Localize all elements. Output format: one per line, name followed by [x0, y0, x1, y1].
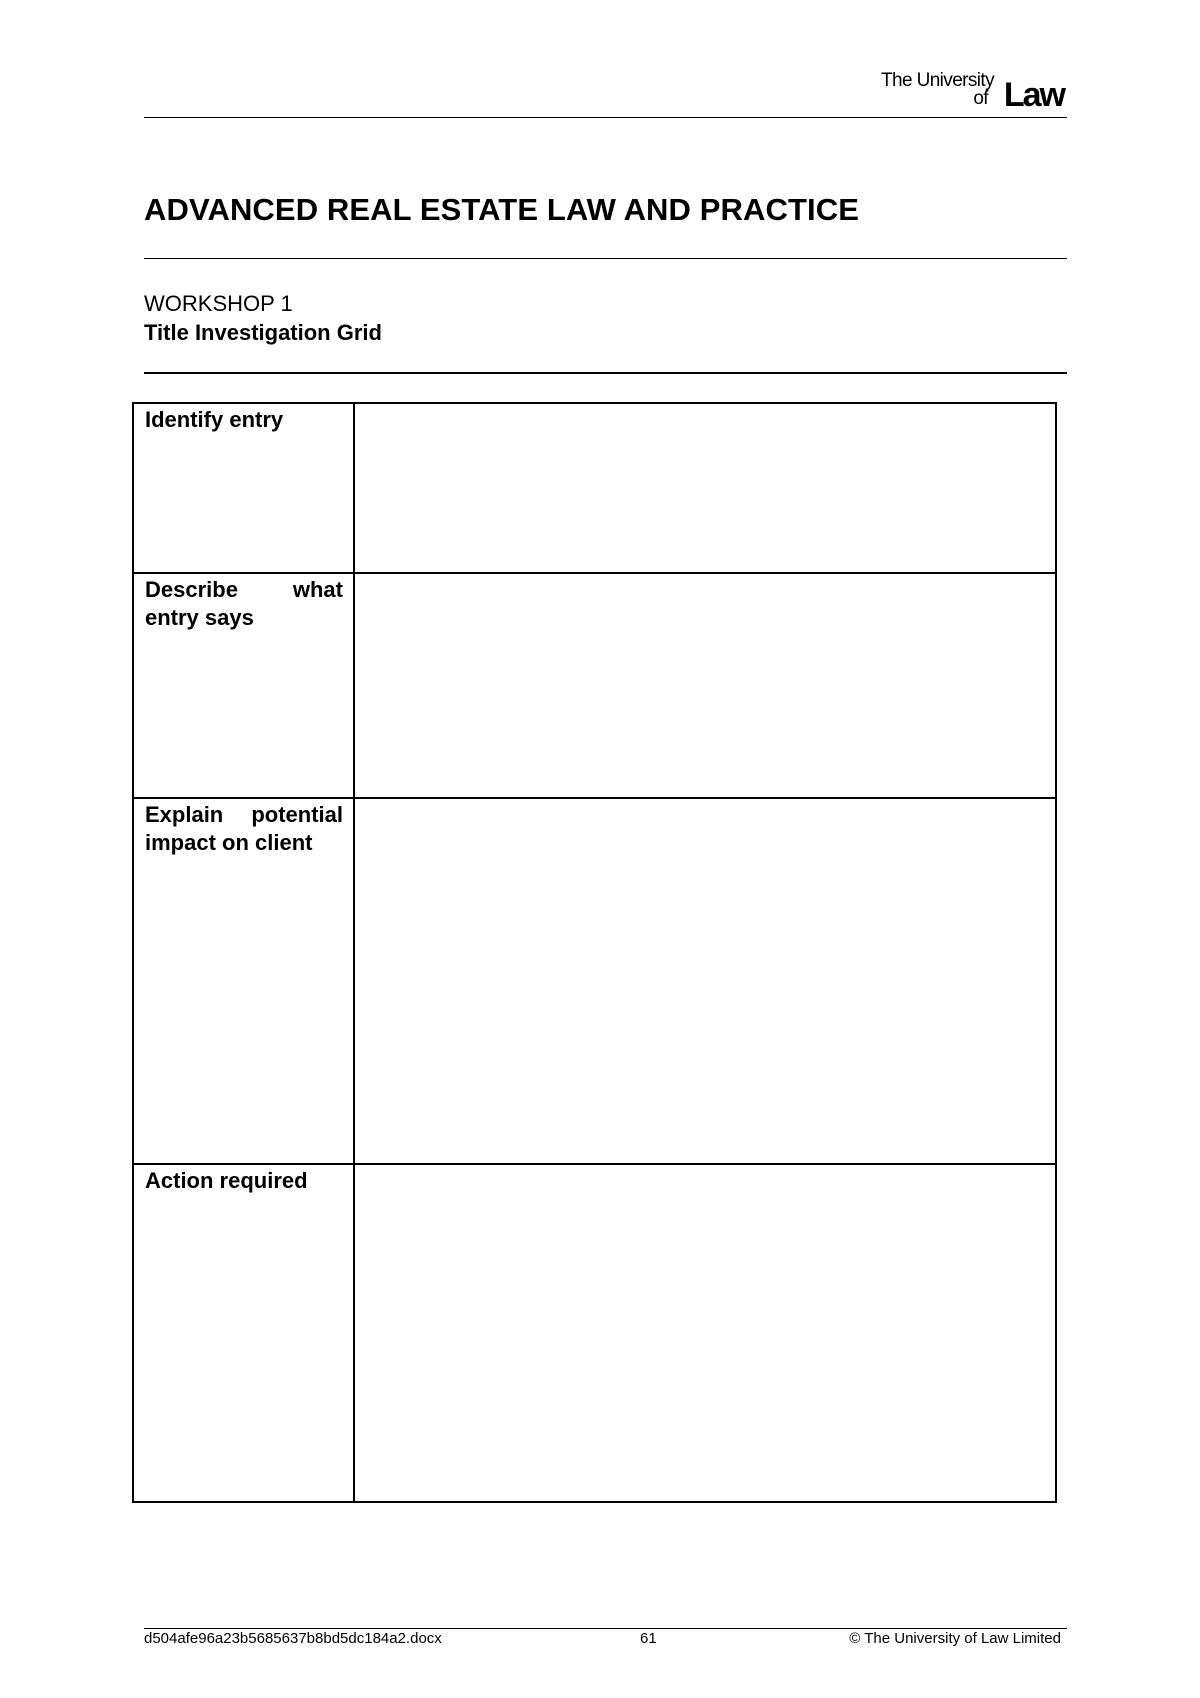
grid-row-label: Action required: [133, 1164, 354, 1502]
workshop-number: WORKSHOP 1: [144, 291, 293, 316]
grid-row-answer-cell[interactable]: [354, 403, 1056, 573]
logo-text-line2: of: [973, 88, 988, 109]
footer-divider: [144, 1628, 1067, 1629]
grid-row-explain-impact: [133, 798, 1056, 1164]
grid-row-identify-entry: [133, 403, 1056, 573]
grid-row-answer-cell[interactable]: [354, 573, 1056, 798]
grid-row-answer-cell[interactable]: [354, 798, 1056, 1164]
grid-row-label: Identify entry: [133, 403, 354, 573]
subtitle-divider: [144, 372, 1067, 374]
document-title: ADVANCED REAL ESTATE LAW AND PRACTICE: [144, 192, 859, 227]
title-divider: [144, 258, 1067, 259]
logo-text-line1: The University: [880, 70, 994, 91]
footer-page-number: 61: [640, 1630, 657, 1647]
header-divider: [144, 117, 1067, 118]
grid-subtitle: Title Investigation Grid: [144, 320, 382, 345]
grid-row-describe-entry: [133, 573, 1056, 798]
university-of-law-logo: [844, 70, 1064, 112]
footer-filename: d504afe96a23b5685637b8bd5dc184a2.docx: [144, 1630, 442, 1647]
footer-copyright: © The University of Law Limited: [849, 1630, 1061, 1647]
title-investigation-grid: [132, 402, 1057, 1503]
workshop-heading: [144, 289, 382, 347]
grid-row-action-required: [133, 1164, 1056, 1502]
grid-row-label: Explain potential impact on client: [133, 798, 354, 1164]
grid-row-label: Describe what entry says: [133, 573, 354, 798]
grid-row-answer-cell[interactable]: [354, 1164, 1056, 1502]
logo-text-law: Law: [1003, 76, 1064, 114]
